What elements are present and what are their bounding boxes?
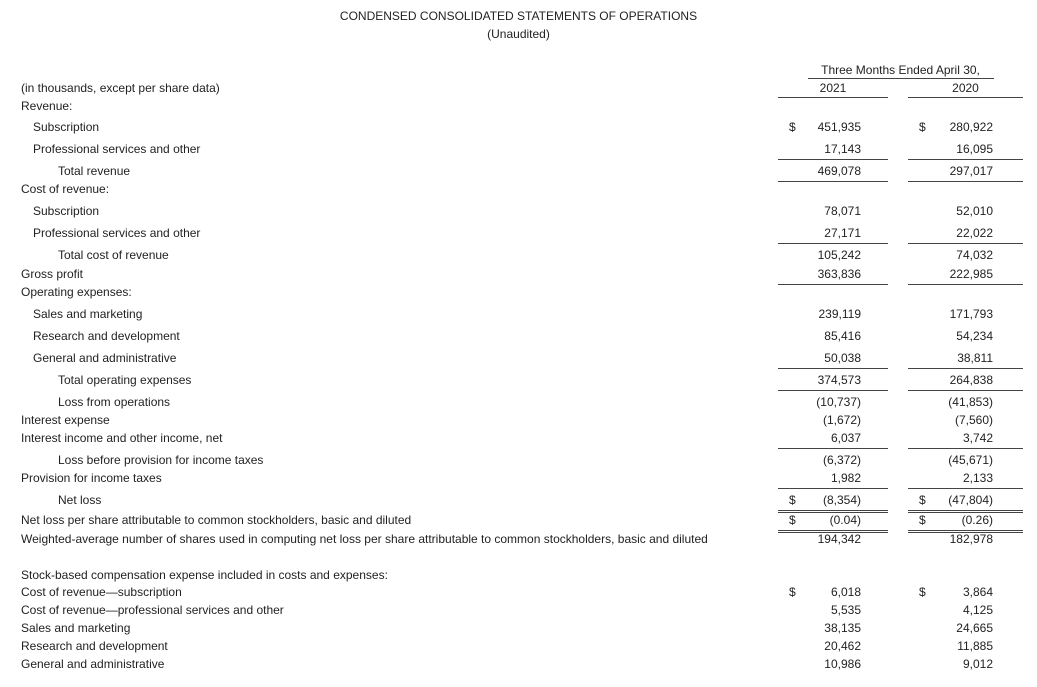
row-label: Provision for income taxes bbox=[21, 471, 162, 485]
value-2021: (1,672) bbox=[822, 413, 861, 427]
value-2021: 469,078 bbox=[817, 164, 861, 178]
subtotal-rule bbox=[778, 488, 888, 489]
row-label: General and administrative bbox=[21, 657, 165, 671]
value-2020: 3,864 bbox=[962, 585, 993, 599]
table-row bbox=[0, 180, 1037, 198]
row-label: Professional services and other bbox=[33, 226, 201, 240]
row-label: Total cost of revenue bbox=[58, 248, 169, 262]
value-2021: 78,071 bbox=[824, 204, 861, 218]
value-2020: 2,133 bbox=[962, 471, 993, 485]
row-label: Interest income and other income, net bbox=[21, 431, 223, 445]
row-label: Subscription bbox=[33, 204, 100, 218]
currency-symbol: $ bbox=[789, 585, 796, 599]
table-row bbox=[0, 429, 1037, 447]
subtotal-rule bbox=[908, 243, 1023, 244]
row-label: Weighted-average number of shares used in computing net loss per share attributable to common stockholders, basic and diluted bbox=[21, 532, 708, 546]
column-header-2021: 2021 bbox=[819, 81, 847, 95]
row-label: Total operating expenses bbox=[58, 373, 192, 387]
currency-symbol: $ bbox=[919, 513, 926, 527]
row-label: Total revenue bbox=[58, 164, 131, 178]
subtotal-rule bbox=[908, 488, 1023, 489]
subtotal-rule bbox=[908, 159, 1023, 160]
row-label: Sales and marketing bbox=[33, 307, 143, 321]
row-label: Operating expenses: bbox=[21, 285, 132, 299]
table-row bbox=[0, 202, 1037, 220]
column-header-2020: 2020 bbox=[952, 81, 979, 95]
table-row bbox=[0, 491, 1037, 509]
value-2021: (6,372) bbox=[822, 453, 861, 467]
value-2020: 16,095 bbox=[956, 142, 993, 156]
subtotal-rule bbox=[778, 448, 888, 449]
value-2020: 22,022 bbox=[956, 226, 993, 240]
value-2020: 54,234 bbox=[956, 329, 993, 343]
table-row bbox=[0, 601, 1037, 619]
value-2021: (10,737) bbox=[816, 395, 861, 409]
statement-title: CONDENSED CONSOLIDATED STATEMENTS OF OPERATIONS bbox=[339, 9, 698, 23]
period-header: Three Months Ended April 30, bbox=[821, 63, 980, 77]
value-2020: (7,560) bbox=[954, 413, 993, 427]
value-2021: 6,018 bbox=[830, 585, 861, 599]
table-row bbox=[0, 140, 1037, 158]
value-2021: (0.04) bbox=[829, 513, 861, 527]
subtotal-rule bbox=[908, 448, 1023, 449]
table-row bbox=[0, 530, 1037, 548]
value-2020: 297,017 bbox=[949, 164, 993, 178]
table-row bbox=[0, 349, 1037, 367]
value-2021: 5,535 bbox=[830, 603, 861, 617]
value-2021: 10,986 bbox=[824, 657, 861, 671]
value-2021: 105,242 bbox=[817, 248, 861, 262]
table-row bbox=[0, 393, 1037, 411]
value-2020: 222,985 bbox=[949, 267, 993, 281]
subtotal-rule bbox=[908, 390, 1023, 391]
table-row bbox=[0, 637, 1037, 655]
subtotal-rule bbox=[778, 243, 888, 244]
table-row bbox=[0, 283, 1037, 301]
table-row bbox=[0, 511, 1037, 529]
row-label: Loss from operations bbox=[58, 395, 171, 409]
row-label: Cost of revenue—professional services and other bbox=[21, 603, 284, 617]
value-2020: 171,793 bbox=[949, 307, 993, 321]
row-label: Revenue: bbox=[21, 99, 73, 113]
value-2020: 280,922 bbox=[949, 120, 993, 134]
table-row bbox=[0, 162, 1037, 180]
statement-subtitle: (Unaudited) bbox=[487, 27, 550, 41]
value-2021: 85,416 bbox=[824, 329, 861, 343]
row-label: Loss before provision for income taxes bbox=[58, 453, 264, 467]
value-2021: 451,935 bbox=[817, 120, 861, 134]
value-2020: (45,671) bbox=[948, 453, 993, 467]
subtotal-rule bbox=[778, 390, 888, 391]
unit-note: (in thousands, except per share data) bbox=[21, 81, 220, 95]
table-row bbox=[0, 619, 1037, 637]
value-2021: 6,037 bbox=[830, 431, 861, 445]
value-2021: 17,143 bbox=[824, 142, 861, 156]
value-2021: 27,171 bbox=[824, 226, 861, 240]
row-label: Research and development bbox=[33, 329, 180, 343]
table-row bbox=[0, 265, 1037, 283]
currency-symbol: $ bbox=[919, 120, 926, 134]
value-2020: 38,811 bbox=[957, 351, 993, 365]
currency-symbol: $ bbox=[789, 493, 796, 507]
sbc-section-title: Stock-based compensation expense included in costs and expenses: bbox=[21, 568, 388, 582]
row-label: Research and development bbox=[21, 639, 168, 653]
row-label: Gross profit bbox=[21, 267, 84, 281]
subtotal-rule bbox=[778, 368, 888, 369]
value-2021: 38,135 bbox=[824, 621, 861, 635]
value-2021: 374,573 bbox=[817, 373, 861, 387]
value-2021: 1,982 bbox=[830, 471, 861, 485]
table-row bbox=[0, 224, 1037, 242]
value-2021: 20,462 bbox=[824, 639, 861, 653]
row-label: General and administrative bbox=[33, 351, 177, 365]
table-row bbox=[0, 97, 1037, 115]
value-2020: 74,032 bbox=[956, 248, 993, 262]
value-2021: 239,119 bbox=[818, 307, 861, 321]
period-underline bbox=[808, 78, 994, 79]
value-2021: 363,836 bbox=[817, 267, 861, 281]
value-2020: 3,742 bbox=[962, 431, 993, 445]
currency-symbol: $ bbox=[919, 585, 926, 599]
subtotal-rule bbox=[778, 159, 888, 160]
table-row bbox=[0, 451, 1037, 469]
row-label: Interest expense bbox=[21, 413, 110, 427]
value-2021: (8,354) bbox=[822, 493, 861, 507]
row-label: Cost of revenue: bbox=[21, 182, 110, 196]
row-label: Subscription bbox=[33, 120, 100, 134]
value-2021: 194,342 bbox=[817, 532, 861, 546]
value-2020: (41,853) bbox=[948, 395, 993, 409]
table-row bbox=[0, 246, 1037, 264]
table-row bbox=[0, 118, 1037, 136]
table-row bbox=[0, 371, 1037, 389]
currency-symbol: $ bbox=[789, 120, 796, 134]
table-row bbox=[0, 305, 1037, 323]
currency-symbol: $ bbox=[919, 493, 926, 507]
value-2020: 11,885 bbox=[957, 639, 993, 653]
value-2020: (0.26) bbox=[961, 513, 993, 527]
row-label: Cost of revenue—subscription bbox=[21, 585, 182, 599]
table-row bbox=[0, 583, 1037, 601]
table-row bbox=[0, 327, 1037, 345]
value-2020: 264,838 bbox=[949, 373, 993, 387]
value-2020: (47,804) bbox=[948, 493, 993, 507]
currency-symbol: $ bbox=[789, 513, 796, 527]
value-2020: 24,665 bbox=[956, 621, 993, 635]
row-label: Sales and marketing bbox=[21, 621, 131, 635]
table-row bbox=[0, 469, 1037, 487]
value-2020: 52,010 bbox=[956, 204, 993, 218]
subtotal-rule bbox=[908, 368, 1023, 369]
row-label: Net loss per share attributable to common stockholders, basic and diluted bbox=[21, 513, 412, 527]
table-row bbox=[0, 655, 1037, 673]
value-2020: 9,012 bbox=[962, 657, 993, 671]
value-2020: 182,978 bbox=[949, 532, 993, 546]
row-label: Net loss bbox=[58, 493, 102, 507]
table-row bbox=[0, 411, 1037, 429]
value-2021: 50,038 bbox=[824, 351, 861, 365]
value-2020: 4,125 bbox=[962, 603, 993, 617]
row-label: Professional services and other bbox=[33, 142, 201, 156]
